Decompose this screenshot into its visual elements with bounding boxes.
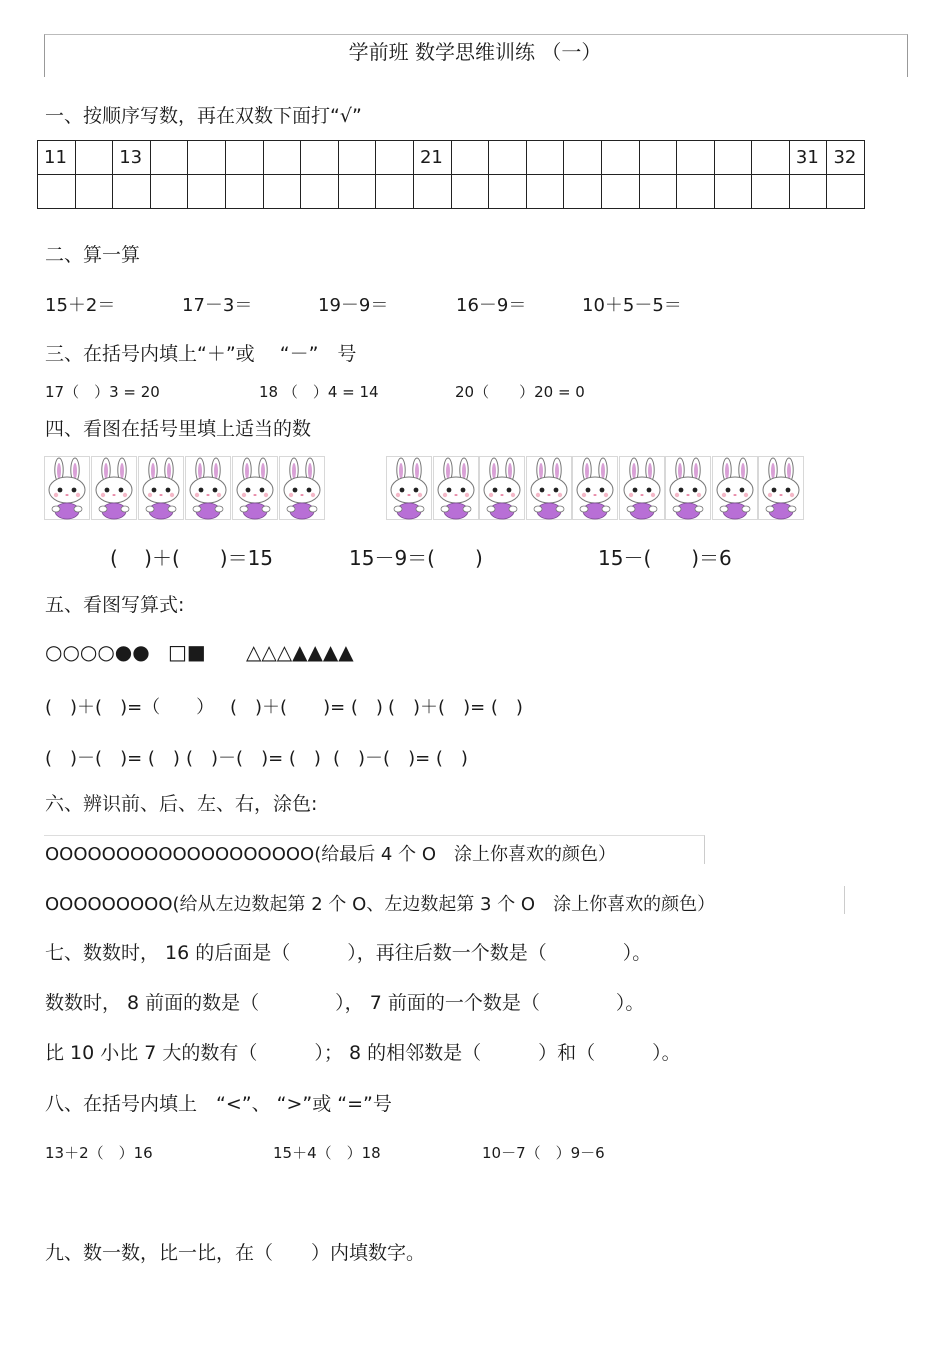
section-3-heading: 三、在括号内填上“＋”或 “－” 号 xyxy=(45,343,357,365)
grid-cell: 32 xyxy=(827,141,865,175)
color-task-1: OOOOOOOOOOOOOOOOOOO(给最后 4 个 O 涂上你喜欢的颜色） xyxy=(45,844,616,865)
grid-cell xyxy=(714,141,752,175)
bunny-icon xyxy=(386,456,432,520)
section-4-heading: 四、看图在括号里填上适当的数 xyxy=(45,418,312,440)
bunny-group-left xyxy=(44,456,326,520)
grid-cell: 11 xyxy=(38,141,76,175)
grid-cell xyxy=(639,175,677,209)
picture-eq-3: 15－( )＝6 xyxy=(598,546,732,570)
section-9-heading: 九、数一数，比一比，在（ ）内填数字。 xyxy=(45,1242,426,1264)
picture-eq-1: ( )＋( )＝15 xyxy=(110,546,274,570)
grid-cell xyxy=(489,175,527,209)
grid-cell: 21 xyxy=(413,141,451,175)
sub-eq-2: ( )－( )= ( ) xyxy=(186,748,321,769)
color-task-2: OOOOOOOOO(给从左边数起第 2 个 O、左边数起第 3 个 O 涂上你喜欢的颜色） xyxy=(45,894,716,915)
grid-cell xyxy=(601,141,639,175)
bunny-icon xyxy=(665,456,711,520)
add-eq-2: ( )＋( )= ( ) xyxy=(230,697,383,718)
grid-cell xyxy=(827,175,865,209)
grid-cell xyxy=(677,175,715,209)
grid-cell xyxy=(338,141,376,175)
sign-item-3: 20（ ）20 = 0 xyxy=(455,383,585,401)
grid-cell: 31 xyxy=(789,141,827,175)
compare-item-2: 15＋4（ ）18 xyxy=(273,1144,381,1162)
grid-cell xyxy=(301,141,339,175)
grid-cell xyxy=(564,141,602,175)
grid-cell xyxy=(150,175,188,209)
section-1-heading: 一、按顺序写数，再在双数下面打“√” xyxy=(45,105,362,127)
grid-cell xyxy=(150,141,188,175)
bunny-icon xyxy=(712,456,758,520)
grid-cell xyxy=(789,175,827,209)
bunny-icon xyxy=(758,456,804,520)
bunny-icon xyxy=(279,456,325,520)
grid-row-marks xyxy=(38,175,865,209)
count-question-3: 比 10 小比 7 大的数有（ ）； 8 的相邻数是（ ）和（ ）。 xyxy=(45,1042,681,1064)
squares-group: □■ xyxy=(168,640,206,664)
grid-cell xyxy=(75,175,113,209)
grid-cell xyxy=(225,175,263,209)
grid-cell xyxy=(526,141,564,175)
section-5-heading: 五、看图写算式: xyxy=(45,594,185,616)
grid-cell xyxy=(376,141,414,175)
bunny-icon xyxy=(185,456,231,520)
bunny-icon xyxy=(619,456,665,520)
add-eq-1: ( )＋( )=（ ） xyxy=(45,697,215,718)
calc-item-4: 16－9＝ xyxy=(456,295,527,316)
compare-item-1: 13＋2（ ）16 xyxy=(45,1144,153,1162)
bunny-group-right xyxy=(386,456,806,520)
grid-cell xyxy=(451,141,489,175)
count-question-2: 数数时， 8 前面的数是（ ）， 7 前面的一个数是（ ）。 xyxy=(45,992,645,1014)
grid-row-numbers xyxy=(38,141,865,175)
calc-item-3: 19－9＝ xyxy=(318,295,389,316)
grid-cell xyxy=(188,141,226,175)
grid-cell xyxy=(526,175,564,209)
count-question-1: 七、数数时， 16 的后面是（ ），再往后数一个数是（ ）。 xyxy=(45,942,652,964)
grid-cell xyxy=(263,175,301,209)
grid-cell xyxy=(413,175,451,209)
grid-cell xyxy=(601,175,639,209)
page-title: 学前班 数学思维训练 （一） xyxy=(348,40,602,64)
grid-cell xyxy=(225,141,263,175)
bunny-icon xyxy=(433,456,479,520)
compare-item-3: 10－7（ ）9－6 xyxy=(482,1144,605,1162)
calc-item-5: 10＋5－5＝ xyxy=(582,295,682,316)
grid-cell xyxy=(38,175,76,209)
grid-cell xyxy=(188,175,226,209)
calc-item-1: 15＋2＝ xyxy=(45,295,116,316)
sign-item-1: 17（ ）3 = 20 xyxy=(45,383,160,401)
sign-item-2: 18 （ ）4 = 14 xyxy=(259,383,379,401)
triangles-group: △△△▲▲▲▲ xyxy=(246,640,354,664)
picture-eq-2: 15－9＝( ) xyxy=(349,546,483,570)
grid-cell xyxy=(113,175,151,209)
grid-cell xyxy=(338,175,376,209)
grid-cell xyxy=(263,141,301,175)
calc-item-2: 17－3＝ xyxy=(182,295,253,316)
bunny-icon xyxy=(138,456,184,520)
grid-cell xyxy=(677,141,715,175)
bunny-icon xyxy=(232,456,278,520)
grid-cell xyxy=(752,141,790,175)
section-6-heading: 六、辨识前、后、左、右，涂色: xyxy=(45,793,318,815)
grid-cell xyxy=(301,175,339,209)
number-grid xyxy=(37,140,865,209)
bunny-icon xyxy=(572,456,618,520)
grid-cell xyxy=(489,141,527,175)
sub-eq-3: ( )－( )= ( ) xyxy=(333,748,468,769)
bunny-icon xyxy=(479,456,525,520)
add-eq-3: ( )＋( )= ( ) xyxy=(388,697,523,718)
section-2-heading: 二、算一算 xyxy=(45,244,141,266)
grid-cell xyxy=(564,175,602,209)
grid-cell xyxy=(714,175,752,209)
bunny-icon xyxy=(44,456,90,520)
grid-cell xyxy=(639,141,677,175)
bunny-icon xyxy=(526,456,572,520)
circles-group: ○○○○●● xyxy=(45,640,150,664)
grid-cell: 13 xyxy=(113,141,151,175)
grid-cell xyxy=(752,175,790,209)
grid-cell xyxy=(376,175,414,209)
bunny-icon xyxy=(91,456,137,520)
grid-cell xyxy=(75,141,113,175)
section-8-heading: 八、在括号内填上 “<”、 “>”或 “=”号 xyxy=(45,1093,392,1115)
sub-eq-1: ( )－( )= ( ) xyxy=(45,748,180,769)
grid-cell xyxy=(451,175,489,209)
